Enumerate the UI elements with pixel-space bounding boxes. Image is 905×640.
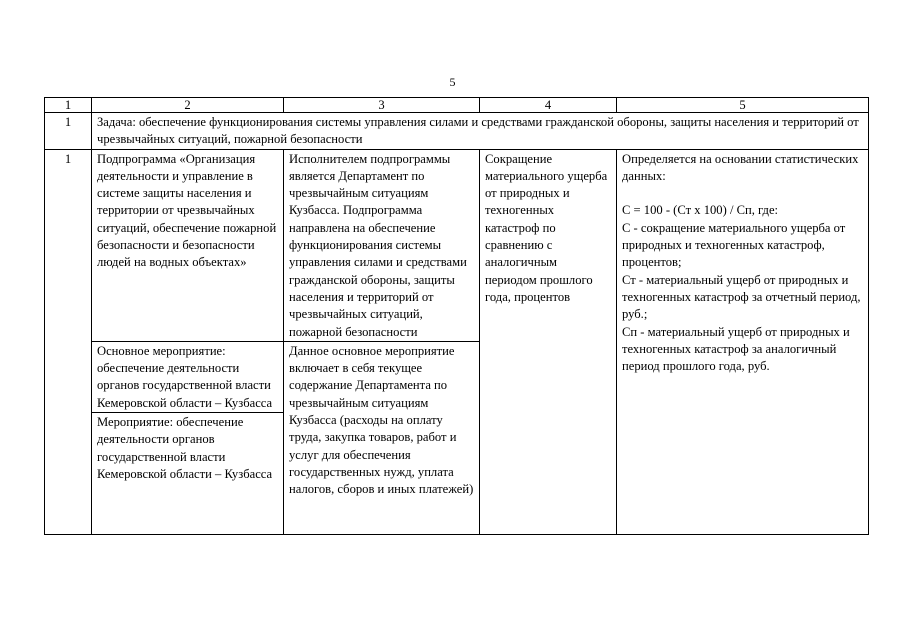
method-def-sp: Сп - материальный ущерб от природных и техногенных катастроф за аналогичный период прошлого года, руб.	[622, 324, 850, 374]
indicator-name: Сокращение материального ущерба от природных и техногенных катастроф по сравнению с аналогичным периодом прошлого года, процентов	[480, 149, 617, 534]
subprogram-executor: Исполнителем подпрограммы является Департамент по чрезвычайным ситуациям Кузбасса. Подпрограмма направлена на обеспечение функционирования системы управления силами и средствами гражданской обороны, защиты населения и территорий от чрезвычайных ситуаций, пожарной безопасности	[284, 149, 480, 341]
task-text: Задача: обеспечение функционирования системы управления силами и средствами гражданской обороны, защиты населения и территорий от чрезвычайных ситуаций, пожарной безопасности	[92, 113, 869, 150]
header-col-5: 5	[617, 98, 869, 113]
header-row	[45, 98, 869, 113]
page-number: 5	[449, 75, 456, 89]
task-number: 1	[45, 113, 92, 150]
indicators-table	[44, 97, 869, 535]
header-col-3: 3	[284, 98, 480, 113]
task-row	[45, 113, 869, 150]
method-def-st: Ст - материальный ущерб от природных и техногенных катастроф за отчетный период, руб.;	[622, 272, 861, 322]
header-col-2: 2	[92, 98, 284, 113]
header-col-4: 4	[480, 98, 617, 113]
subprogram-row	[45, 149, 869, 341]
main-event-description: Данное основное мероприятие включает в себя текущее содержание Департамента по чрезвычайным ситуациям Кузбасса (расходы на оплату труда, закупка товаров, работ и услуг для обеспечения государственных нужд, уплата налогов, сборов и иных платежей)	[284, 341, 480, 534]
method-def-c: С - сокращение материального ущерба от природных и техногенных катастроф, процентов;	[622, 220, 846, 270]
subprogram-name: Подпрограмма «Организация деятельности и управление в системе защиты населения и территории от чрезвычайных ситуаций, обеспечение пожарной безопасности и безопасности людей на водных объектах»	[92, 149, 284, 341]
method-formula: С = 100 - (Ст x 100) / Сп, где:	[622, 203, 779, 218]
row-number: 1	[45, 149, 92, 534]
main-event-title: Основное мероприятие: обеспечение деятельности органов государственной власти Кемеровской области – Кузбасса	[92, 341, 284, 412]
calculation-method	[617, 149, 869, 534]
header-col-1: 1	[45, 98, 92, 113]
event-title: Мероприятие: обеспечение деятельности органов государственной власти Кемеровской области – Кузбасса	[92, 413, 284, 535]
method-intro: Определяется на основании статистических данных:	[622, 151, 859, 183]
